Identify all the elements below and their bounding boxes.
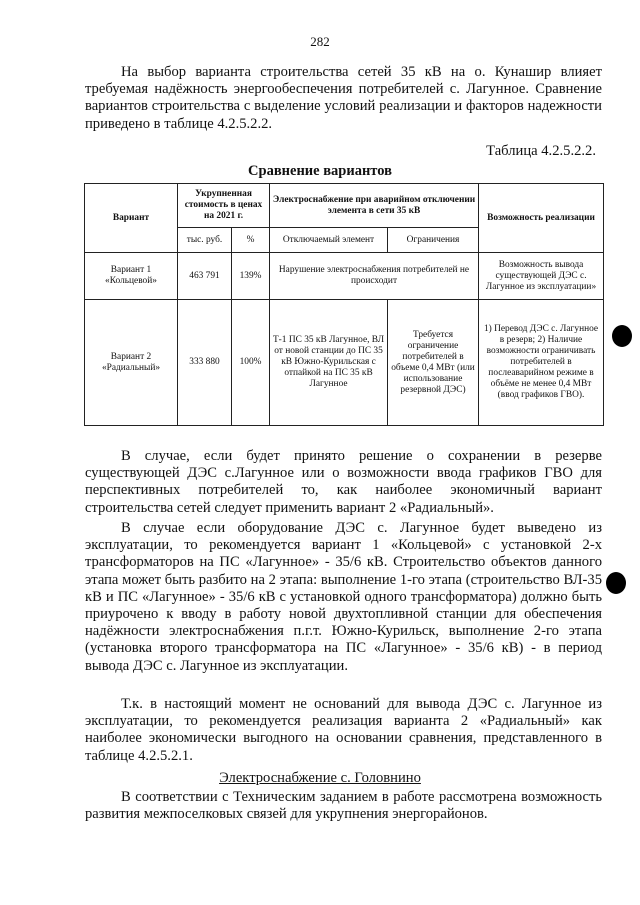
intro-paragraph: На выбор варианта строительства сетей 35 кВ на о. Кунашир влияет требуемая надёжность энергообеспечения потребителей с. Лагунное. Сравнение вариантов строительства с выделение условий реализации и факторов надежности приведено в таблице 4.2.5.2.2. bbox=[85, 64, 602, 132]
row1-feasibility: Возможность вывода существующей ДЭС с. Лагунное из эксплуатации» bbox=[479, 253, 604, 300]
header-variant: Вариант bbox=[85, 184, 178, 253]
table-row bbox=[85, 300, 604, 426]
header-power-supply: Электроснабжение при аварийном отключении элемента в сети 35 кВ bbox=[270, 184, 479, 228]
row2-cost: 333 880 bbox=[178, 300, 232, 426]
table-row bbox=[85, 253, 604, 300]
paragraph-recommendation: Т.к. в настоящий момент не оснований для вывода ДЭС с. Лагунное из эксплуатации, то рекомендуется реализация варианта 2 «Радиальный» как наиболее экономически выгодного на основании сравнения, представленного в таблице 4.2.5.2.1. bbox=[85, 696, 602, 764]
row1-pct: 139% bbox=[232, 253, 270, 300]
row1-variant: Вариант 1 «Кольцевой» bbox=[85, 253, 178, 300]
table-caption: Таблица 4.2.5.2.2. bbox=[486, 143, 596, 159]
row2-variant: Вариант 2 «Радиальный» bbox=[85, 300, 178, 426]
header-cost: Укрупненная стоимость в ценах на 2021 г. bbox=[178, 184, 270, 228]
row2-limits: Требуется ограничение потребителей в объеме 0,4 МВт (или использование резервной ДЭС) bbox=[388, 300, 479, 426]
section-heading: Электроснабжение с. Головнино bbox=[219, 770, 421, 786]
header-cost-rub: тыс. руб. bbox=[178, 228, 232, 253]
header-limits: Ограничения bbox=[388, 228, 479, 253]
paragraph-reserve: В случае, если будет принято решение о сохранении в резерве существующей ДЭС с.Лагунное или о возможности ввода графиков ГВО для перспективных потребителей то, как наиболее экономичный вариант строительства сетей следует применить вариант 2 «Радиальный». bbox=[85, 448, 602, 516]
row2-pct: 100% bbox=[232, 300, 270, 426]
header-cost-pct: % bbox=[232, 228, 270, 253]
comparison-table bbox=[84, 183, 604, 426]
row2-feasibility: 1) Перевод ДЭС с. Лагунное в резерв; 2) Наличие возможности ограничивать потребителей в послеаварийном режиме в объёме не менее 0,4 МВт (ввод графиков ГВО). bbox=[479, 300, 604, 426]
page-number: 282 bbox=[310, 34, 330, 49]
final-paragraph: В соответствии с Техническим заданием в работе рассмотрена возможность развития межпоселковых связей для укрупнения энергорайонов. bbox=[85, 789, 602, 823]
margin-punch-hole bbox=[612, 325, 632, 347]
row1-cost: 463 791 bbox=[178, 253, 232, 300]
table-title: Сравнение вариантов bbox=[248, 163, 392, 179]
row2-disconnected: Т-1 ПС 35 кВ Лагунное, ВЛ от новой станции до ПС 35 кВ Южно-Курильская с отпайкой на ПС 35 кВ Лагунное bbox=[270, 300, 388, 426]
row1-power-supply: Нарушение электроснабжения потребителей не происходит bbox=[270, 253, 479, 300]
header-disconnected: Отключаемый элемент bbox=[270, 228, 388, 253]
paragraph-decommission: В случае если оборудование ДЭС с. Лагунное будет выведено из эксплуатации, то рекомендуется вариант 1 «Кольцевой» с установкой 2-х трансформаторов на ПС «Лагунное» - 35/6 кВ. Строительство объектов данного этапа может быть разбито на 2 этапа: выполнение 1-го этапа (строительство ВЛ-35 кВ и ПС «Лагунное» - 35/6 кВ с установкой одного трансформатора) должно быть приурочено к вводу в работу новой двухтопливной станции для обеспечения надёжности электроснабжения п.г.т. Южно-Курильск, выполнение 2-го этапа (установка второго трансформатора на ПС «Лагунное» - 35/6 кВ) - в период вывода ДЭС с. Лагунное из эксплуатации. bbox=[85, 520, 602, 674]
header-feasibility: Возможность реализации bbox=[479, 184, 604, 253]
margin-punch-hole bbox=[606, 572, 626, 594]
